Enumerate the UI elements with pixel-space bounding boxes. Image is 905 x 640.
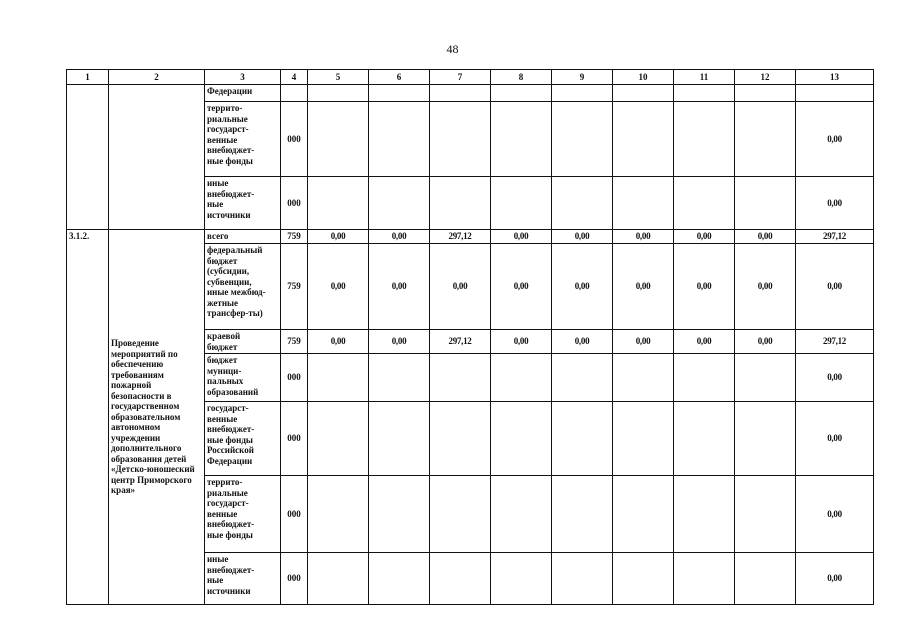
total-cell: 0,00 (796, 177, 874, 230)
value-cell (430, 177, 491, 230)
value-cell: 0,00 (369, 330, 430, 354)
value-cell (491, 476, 552, 553)
value-cell (491, 177, 552, 230)
code-cell (281, 85, 308, 102)
value-cell (430, 553, 491, 605)
value-cell (674, 102, 735, 177)
value-cell (552, 476, 613, 553)
value-cell (369, 553, 430, 605)
value-cell (674, 402, 735, 476)
value-cell: 0,00 (308, 244, 369, 330)
item-description-cell (109, 85, 205, 230)
value-cell: 0,00 (613, 230, 674, 244)
funding-source: иные внебюджет- ные источники (205, 177, 281, 230)
value-cell (308, 85, 369, 102)
item-number-cell (67, 85, 109, 230)
value-cell (735, 102, 796, 177)
value-cell (735, 85, 796, 102)
value-cell (430, 476, 491, 553)
column-header: 8 (491, 70, 552, 85)
value-cell (674, 476, 735, 553)
column-header: 3 (205, 70, 281, 85)
value-cell (552, 177, 613, 230)
value-cell (369, 177, 430, 230)
value-cell (735, 402, 796, 476)
value-cell: 0,00 (674, 230, 735, 244)
value-cell (674, 85, 735, 102)
item-description: Проведение мероприятий по обеспечению требованиям пожарной безопасности в государственном образовательном автономном учреждении дополнительного образования детей «Детско-юношеский центр Приморского края» (109, 230, 205, 605)
value-cell: 0,00 (674, 244, 735, 330)
table-row (67, 85, 874, 102)
column-header: 9 (552, 70, 613, 85)
value-cell: 0,00 (735, 230, 796, 244)
code-cell: 000 (281, 354, 308, 402)
total-cell: 297,12 (796, 230, 874, 244)
value-cell (430, 85, 491, 102)
value-cell (308, 476, 369, 553)
total-cell: 0,00 (796, 476, 874, 553)
total-cell: 0,00 (796, 102, 874, 177)
funding-source: федеральный бюджет (субсидии, субвенции, иные межбюд- жетные трансфер-ты) (205, 244, 281, 330)
value-cell: 0,00 (491, 330, 552, 354)
column-header: 10 (613, 70, 674, 85)
value-cell (491, 402, 552, 476)
code-cell: 000 (281, 102, 308, 177)
value-cell: 0,00 (369, 230, 430, 244)
value-cell: 0,00 (552, 244, 613, 330)
value-cell (735, 177, 796, 230)
value-cell: 0,00 (552, 330, 613, 354)
code-cell: 759 (281, 230, 308, 244)
value-cell (369, 402, 430, 476)
value-cell: 0,00 (308, 330, 369, 354)
item-number: 3.1.2. (67, 230, 109, 605)
value-cell (308, 402, 369, 476)
value-cell (735, 354, 796, 402)
value-cell (552, 402, 613, 476)
value-cell (735, 553, 796, 605)
value-cell (613, 177, 674, 230)
funding-source: краевой бюджет (205, 330, 281, 354)
value-cell: 0,00 (491, 230, 552, 244)
value-cell: 0,00 (552, 230, 613, 244)
funding-source: бюджет муници- пальных образований (205, 354, 281, 402)
column-header: 13 (796, 70, 874, 85)
value-cell: 0,00 (613, 244, 674, 330)
column-header: 6 (369, 70, 430, 85)
value-cell (613, 85, 674, 102)
value-cell (430, 354, 491, 402)
column-header: 7 (430, 70, 491, 85)
value-cell (613, 553, 674, 605)
code-cell: 000 (281, 476, 308, 553)
column-header: 4 (281, 70, 308, 85)
column-header: 5 (308, 70, 369, 85)
value-cell (430, 402, 491, 476)
value-cell (491, 85, 552, 102)
value-cell (613, 476, 674, 553)
total-cell: 0,00 (796, 244, 874, 330)
code-cell: 759 (281, 244, 308, 330)
value-cell (369, 354, 430, 402)
budget-table (66, 69, 874, 605)
value-cell (674, 177, 735, 230)
value-cell (308, 553, 369, 605)
value-cell (613, 354, 674, 402)
value-cell (674, 354, 735, 402)
value-cell (491, 553, 552, 605)
funding-source: Федерации (205, 85, 281, 102)
code-cell: 000 (281, 177, 308, 230)
value-cell: 297,12 (430, 330, 491, 354)
funding-source: иные внебюджет- ные источники (205, 553, 281, 605)
value-cell (308, 354, 369, 402)
total-cell: 0,00 (796, 354, 874, 402)
column-header: 11 (674, 70, 735, 85)
value-cell (308, 102, 369, 177)
value-cell (369, 102, 430, 177)
column-header: 2 (109, 70, 205, 85)
code-cell: 000 (281, 402, 308, 476)
column-header: 1 (67, 70, 109, 85)
value-cell: 0,00 (430, 244, 491, 330)
value-cell (552, 354, 613, 402)
value-cell: 0,00 (674, 330, 735, 354)
value-cell: 0,00 (735, 330, 796, 354)
value-cell (735, 476, 796, 553)
value-cell: 0,00 (308, 230, 369, 244)
funding-source: всего (205, 230, 281, 244)
value-cell: 0,00 (613, 330, 674, 354)
value-cell: 0,00 (491, 244, 552, 330)
value-cell (552, 85, 613, 102)
page-number: 48 (446, 42, 459, 56)
value-cell (491, 102, 552, 177)
value-cell: 0,00 (369, 244, 430, 330)
column-header: 12 (735, 70, 796, 85)
value-cell (430, 102, 491, 177)
value-cell (613, 402, 674, 476)
funding-source: террито- риальные государст- венные внебюджет- ные фонды (205, 476, 281, 553)
value-cell (552, 553, 613, 605)
total-cell: 297,12 (796, 330, 874, 354)
header-row (67, 70, 874, 85)
value-cell: 297,12 (430, 230, 491, 244)
funding-source: государст- венные внебюджет- ные фонды Российской Федерации (205, 402, 281, 476)
table-body (67, 70, 874, 605)
total-cell: 0,00 (796, 553, 874, 605)
funding-source: террито- риальные государст- венные внебюджет- ные фонды (205, 102, 281, 177)
total-cell: 0,00 (796, 402, 874, 476)
value-cell (308, 177, 369, 230)
value-cell (552, 102, 613, 177)
code-cell: 000 (281, 553, 308, 605)
value-cell (613, 102, 674, 177)
code-cell: 759 (281, 330, 308, 354)
value-cell (491, 354, 552, 402)
value-cell (369, 476, 430, 553)
total-cell (796, 85, 874, 102)
value-cell (674, 553, 735, 605)
table-row (67, 230, 874, 244)
value-cell: 0,00 (735, 244, 796, 330)
value-cell (369, 85, 430, 102)
